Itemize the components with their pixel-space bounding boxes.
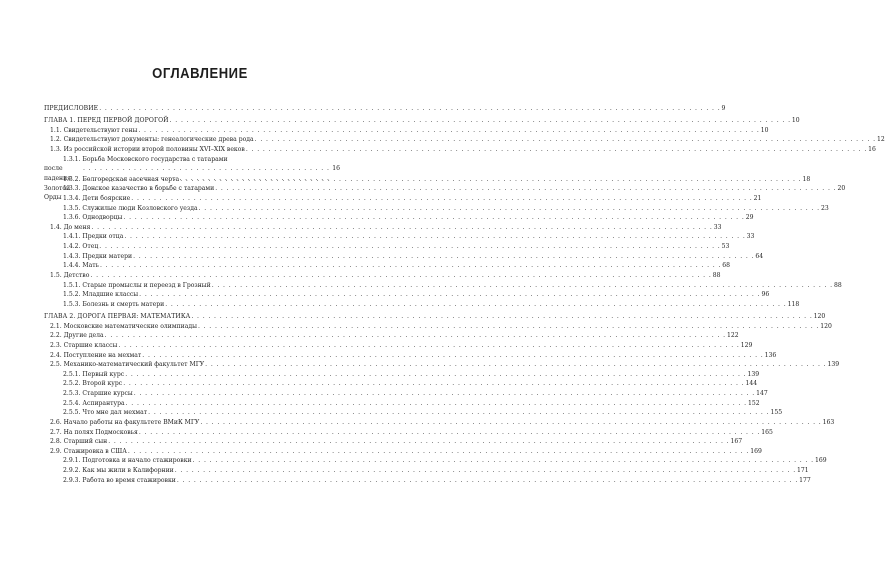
toc-entry-page: 169 [750, 447, 762, 455]
dot-leader [105, 331, 726, 341]
toc-entry-page: 155 [770, 409, 783, 417]
dot-leader [138, 126, 759, 136]
dot-leader [200, 418, 821, 428]
dot-leader [142, 351, 763, 361]
toc-entry-label: ГЛАВА 1. ПЕРЕД ПЕРВОЙ ДОРОГОЙ [44, 117, 169, 125]
toc-entry-page: 120 [820, 322, 832, 330]
dot-leader [123, 379, 744, 389]
toc-entry-label: 1.3.5. Служилые люди Козловского уезда [63, 204, 198, 212]
toc-entry-label-continued: после падения Золотой Орды [44, 165, 72, 202]
dot-leader [133, 252, 754, 262]
toc-entry-label: 1.4.3. Предки матери [63, 252, 133, 260]
toc-entry[interactable] [44, 331, 739, 341]
toc-entry-label: 2.5.1. Первый курс [63, 370, 125, 378]
dot-leader [255, 135, 876, 145]
toc-entry-label: 1.3.3. Донское казачество в борьбе с татарами [63, 185, 215, 193]
dot-leader [125, 370, 746, 380]
toc-entry-page: 16 [868, 146, 876, 154]
toc-entry[interactable] [44, 341, 753, 351]
dot-leader [99, 104, 720, 114]
page-title: ОГЛАВЛЕНИЕ [152, 66, 248, 82]
toc-entry-page: 136 [764, 351, 777, 359]
toc-entry-page: 129 [740, 341, 753, 349]
toc-entry-page: 33 [746, 233, 755, 241]
toc-entry-page: 88 [834, 281, 842, 289]
toc-entry-label: 2.6. Начало работы на факультете ВМиК МГУ [50, 418, 200, 426]
toc-entry-label: 2.5.3. Старшие курсы [63, 390, 133, 398]
dot-leader [131, 194, 752, 204]
dot-leader [180, 175, 801, 185]
toc-entry[interactable] [44, 175, 811, 185]
toc-entry-page: 10 [760, 126, 769, 134]
toc-entry-page: 68 [722, 262, 731, 270]
toc-entry-page: 144 [745, 380, 758, 388]
toc-entry[interactable] [44, 300, 800, 310]
toc-entry-label: 1.5. Детство [50, 271, 90, 279]
toc-entry-page: 21 [753, 194, 762, 202]
toc-entry-page: 120 [813, 313, 826, 321]
toc-entry-label: 2.5.5. Что мне дал мехмат [63, 409, 148, 417]
toc-entry[interactable] [44, 418, 835, 428]
toc-entry[interactable] [44, 281, 842, 291]
toc-entry-page: 10 [791, 117, 800, 125]
toc-entry[interactable] [44, 351, 777, 361]
dot-leader [193, 456, 814, 466]
dot-leader [199, 204, 820, 214]
toc-entry-page: 177 [799, 476, 811, 484]
toc-entry[interactable] [44, 456, 827, 466]
toc-entry-page: 165 [761, 428, 773, 436]
toc-entry[interactable] [44, 379, 758, 389]
toc-entry-label: ГЛАВА 2. ДОРОГА ПЕРВАЯ: МАТЕМАТИКА [44, 313, 191, 321]
toc-entry[interactable] [44, 145, 876, 155]
toc-entry-page: 171 [797, 467, 809, 475]
toc-entry-label: 1.3.4. Дети боярские [63, 194, 131, 202]
toc-entry[interactable] [44, 476, 811, 486]
toc-entry-page: 167 [730, 438, 743, 446]
dot-leader [148, 408, 769, 418]
toc-entry[interactable] [44, 447, 762, 457]
dot-leader [100, 261, 721, 271]
dot-leader [91, 223, 712, 233]
toc-entry[interactable] [44, 194, 762, 204]
toc-entry[interactable] [44, 437, 743, 447]
toc-entry-label: 2.9.2. Как мы жили в Калифорнии [63, 467, 174, 475]
toc-entry[interactable] [44, 184, 846, 194]
toc-entry-label: 1.5.1. Старые промыслы и переезд в Грозный [63, 281, 211, 289]
dot-leader [139, 428, 760, 438]
toc-entry-label: 2.9.3. Работа во время стажировки [63, 476, 176, 484]
toc-entry-label: 1.2. Свидетельствуют документы: генеалогические древа рода [50, 136, 254, 144]
table-of-contents [44, 104, 885, 485]
toc-entry-page: 152 [747, 399, 760, 407]
toc-entry-label: 1.4.4. Мать [63, 262, 99, 270]
dot-leader [191, 312, 812, 322]
dot-leader [134, 389, 755, 399]
dot-leader [212, 281, 833, 291]
toc-entry[interactable] [44, 370, 760, 380]
toc-entry-label: 1.3. Из российской истории второй половины XVI–XIX веков [50, 146, 245, 154]
toc-entry[interactable] [44, 104, 726, 114]
toc-entry-page: 147 [756, 390, 768, 398]
toc-entry[interactable] [44, 223, 722, 233]
toc-entry-label: 2.5.4. Аспирантура [63, 399, 125, 407]
toc-entry[interactable] [44, 252, 764, 262]
dot-leader [124, 232, 745, 242]
toc-entry-page: 139 [747, 370, 760, 378]
toc-entry-page: 16 [332, 165, 340, 173]
dot-leader [170, 116, 791, 126]
toc-entry[interactable] [44, 399, 760, 409]
toc-entry-page: 12 [876, 136, 885, 144]
dot-leader [108, 437, 729, 447]
toc-entry[interactable] [44, 322, 832, 332]
dot-leader [128, 447, 749, 457]
toc-entry-page: 64 [755, 252, 764, 260]
toc-entry-page: 139 [827, 361, 840, 369]
dot-leader [123, 213, 744, 223]
toc-entry-page: 23 [820, 204, 829, 212]
toc-entry-page: 29 [745, 214, 754, 222]
dot-leader [165, 300, 786, 310]
toc-entry-label: 2.9.1. Подготовка и начало стажировки [63, 457, 192, 465]
toc-entry-page: 122 [726, 332, 739, 340]
dot-leader [139, 290, 760, 300]
toc-entry-label: ПРЕДИСЛОВИЕ [44, 105, 99, 112]
toc-entry-label: 2.5. Механико-математический факультет МГУ [50, 361, 205, 369]
toc-entry[interactable] [44, 116, 800, 126]
dot-leader [118, 341, 739, 351]
toc-entry[interactable] [44, 290, 770, 300]
dot-leader [126, 399, 747, 409]
toc-entry-label: 2.9. Стажировка в США [50, 447, 127, 455]
toc-entry-label: 1.3.2. Белгородская засечная черта [63, 175, 180, 183]
toc-entry-page: 88 [712, 271, 721, 279]
toc-entry-label: 1.1. Свидетельствуют гены [50, 126, 138, 134]
toc-entry-label: 2.3. Старшие классы [50, 341, 118, 349]
toc-entry[interactable] [44, 466, 809, 476]
dot-leader [175, 466, 796, 476]
toc-entry[interactable] [44, 126, 769, 136]
toc-entry-label: 2.5.2. Второй курс [63, 380, 123, 388]
toc-entry[interactable] [44, 261, 731, 271]
dot-leader [205, 360, 826, 370]
dot-leader [246, 145, 867, 155]
toc-entry[interactable] [44, 242, 730, 252]
toc-entry-label: 1.3.6. Однодворцы [63, 214, 123, 222]
toc-entry-page: 9 [721, 105, 726, 112]
toc-entry-label: 1.5.3. Болезнь и смерть матери [63, 300, 165, 308]
toc-entry-label: 1.4.1. Предки отца [63, 233, 124, 241]
toc-entry[interactable] [44, 312, 826, 322]
toc-entry[interactable] [44, 271, 721, 281]
toc-entry[interactable] [44, 135, 885, 145]
toc-entry-page: 53 [721, 243, 730, 251]
toc-entry[interactable] [44, 389, 768, 399]
toc-entry-page: 96 [761, 291, 770, 299]
toc-entry-label: 2.4. Поступление на мехмат [50, 351, 142, 359]
toc-entry[interactable] [44, 232, 755, 242]
toc-entry-label: 1.3.1. Борьба Московского государства с татарами [63, 155, 228, 163]
toc-entry[interactable] [44, 408, 783, 418]
toc-entry-label: 1.4.2. Отец [63, 243, 99, 251]
toc-entry[interactable] [44, 204, 829, 214]
toc-entry-label: 2.2. Другие дела [50, 332, 104, 340]
toc-entry-page: 33 [713, 223, 722, 231]
dot-leader [215, 184, 836, 194]
dot-leader [99, 242, 720, 252]
dot-leader [198, 322, 819, 332]
toc-entry-page: 20 [837, 185, 846, 193]
toc-entry-label: 2.1. Московские математические олимпиады [50, 322, 197, 330]
toc-entry-page: 169 [814, 457, 827, 465]
toc-entry[interactable] [44, 360, 840, 370]
dot-leader [177, 476, 798, 486]
toc-entry-page: 18 [802, 175, 811, 183]
toc-entry-label: 1.4. До меня [50, 223, 91, 231]
toc-entry-page: 163 [822, 418, 835, 426]
toc-entry-label: 1.5.2. Младшие классы [63, 291, 139, 299]
toc-entry[interactable] [44, 213, 754, 223]
toc-entry-label: 2.8. Старший сын [50, 438, 108, 446]
dot-leader [90, 271, 711, 281]
toc-entry-page: 118 [787, 300, 800, 308]
toc-entry[interactable] [44, 428, 773, 438]
toc-entry-label: 2.7. На полях Подмосковья [50, 428, 138, 436]
